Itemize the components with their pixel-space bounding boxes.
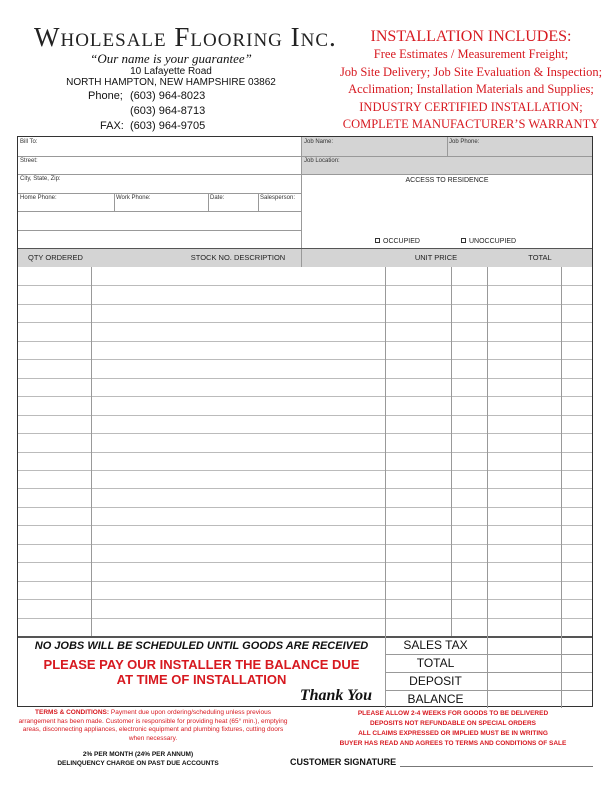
company-logo: Wholesale Flooring Inc. (34, 22, 337, 52)
bill-to-field[interactable]: Bill To: (20, 139, 38, 145)
occupied-checkbox[interactable] (375, 238, 420, 245)
table-row[interactable] (18, 599, 592, 600)
total-label: TOTAL (416, 656, 455, 670)
thank-you: Thank You (299, 687, 372, 704)
includes-line: INDUSTRY CERTIFIED INSTALLATION; (359, 99, 583, 114)
work-phone-field[interactable]: Work Phone: (116, 195, 151, 201)
checkbox-icon (461, 238, 466, 243)
table-row[interactable] (18, 359, 592, 360)
salesperson-field[interactable]: Salesperson: (260, 195, 296, 201)
signature-line[interactable] (400, 766, 593, 767)
job-location-field[interactable]: Job Location: (304, 158, 340, 164)
interest-rate: 2% PER MONTH (24% PER ANNUM) (82, 751, 194, 758)
unoccupied-label: UNOCCUPIED (469, 238, 517, 245)
table-row[interactable] (18, 452, 592, 453)
delivery-notes (318, 709, 588, 749)
delivery-note: BUYER HAS READ AND AGREES TO TERMS AND CONDITIONS OF SALE (339, 740, 567, 747)
city-state-zip-field[interactable]: City, State, Zip: (20, 176, 61, 182)
table-row[interactable] (18, 341, 592, 342)
phone-1: (603) 964-8023 (130, 90, 206, 102)
phone-label: Phone; (88, 90, 123, 102)
table-row[interactable] (18, 415, 592, 416)
table-row[interactable] (18, 544, 592, 545)
table-row[interactable] (18, 285, 592, 286)
pay-notice-1: PLEASE PAY OUR INSTALLER THE BALANCE DUE (43, 657, 360, 672)
col-qty-header: QTY ORDERED (28, 253, 83, 262)
sales-tax-label: SALES TAX (403, 638, 468, 652)
terms-label: TERMS & CONDITIONS: (35, 709, 110, 716)
pay-notice-2: AT TIME OF INSTALLATION (116, 672, 287, 687)
date-field[interactable]: Date: (210, 195, 225, 201)
column-divider (385, 267, 386, 636)
delivery-note: PLEASE ALLOW 2-4 WEEKS FOR GOODS TO BE DELIVERED (357, 710, 549, 717)
table-row[interactable] (18, 618, 592, 619)
table-row[interactable] (18, 581, 592, 582)
tagline: “Our name is your guarantee” (90, 51, 252, 66)
table-row[interactable] (18, 562, 592, 563)
table-row[interactable] (18, 488, 592, 489)
includes-list (330, 46, 612, 134)
delivery-note: DEPOSITS NOT REFUNDABLE ON SPECIAL ORDERS (369, 720, 536, 727)
includes-line: Free Estimates / Measurement Freight; (373, 47, 569, 61)
column-divider (487, 267, 488, 636)
table-row[interactable] (18, 507, 592, 508)
job-phone-field[interactable]: Job Phone: (449, 139, 480, 145)
checkbox-icon (375, 238, 380, 243)
signature-label: CUSTOMER SIGNATURE (290, 757, 397, 767)
table-row[interactable] (18, 378, 592, 379)
scheduling-notice: NO JOBS WILL BE SCHEDULED UNTIL GOODS ARE RECEIVED (34, 640, 369, 652)
fax-label: FAX: (100, 120, 124, 132)
table-row[interactable] (18, 304, 592, 305)
order-form (17, 136, 593, 707)
col-description-header: STOCK NO. DESCRIPTION (190, 253, 286, 262)
deposit-label: DEPOSIT (409, 674, 462, 688)
balance-label: BALANCE (407, 692, 464, 706)
delinquency-charge: DELINQUENCY CHARGE ON PAST DUE ACCOUNTS (57, 759, 219, 767)
delivery-note: ALL CLAIMS EXPRESSED OR IMPLIED MUST BE IN WRITING (358, 730, 548, 737)
street-field[interactable]: Street: (20, 158, 38, 164)
table-row[interactable] (18, 433, 592, 434)
col-unit-price-header: UNIT PRICE (414, 253, 458, 262)
city-address: NORTH HAMPTON, NEW HAMPSHIRE 03862 (66, 77, 276, 88)
job-name-field[interactable]: Job Name: (304, 139, 334, 145)
includes-line: Job Site Delivery; Job Site Evaluation & Inspection; (339, 64, 603, 79)
column-divider (91, 267, 92, 636)
includes-line: COMPLETE MANUFACTURER’S WARRANTY (342, 117, 600, 131)
column-divider (451, 267, 452, 636)
home-phone-field[interactable]: Home Phone: (20, 195, 57, 201)
late-charge (38, 751, 238, 768)
occupied-label: OCCUPIED (383, 238, 420, 245)
includes-title: INSTALLATION INCLUDES: (370, 28, 572, 45)
unoccupied-checkbox[interactable] (461, 238, 516, 245)
access-heading: ACCESS TO RESIDENCE (405, 177, 489, 184)
col-total-header: TOTAL (528, 253, 552, 262)
table-row[interactable] (18, 470, 592, 471)
phone-2: (603) 964-8713 (130, 105, 206, 117)
table-row[interactable] (18, 322, 592, 323)
terms-text: Payment due upon ordering/scheduling unless previous arrangement has been made. Customer is responsible for providing heat (65° min.), emptying areas, disconnecting appliances, electronic equipment and plumbing fixtures, cutting doors when necessary. (18, 709, 288, 742)
fax-number: (603) 964-9705 (130, 120, 206, 132)
street-address: 10 Lafayette Road (130, 66, 212, 77)
includes-line: Acclimation; Installation Materials and Supplies; (348, 82, 594, 96)
table-row[interactable] (18, 396, 592, 397)
column-divider (561, 267, 562, 636)
table-row[interactable] (18, 525, 592, 526)
terms-conditions (18, 709, 288, 743)
